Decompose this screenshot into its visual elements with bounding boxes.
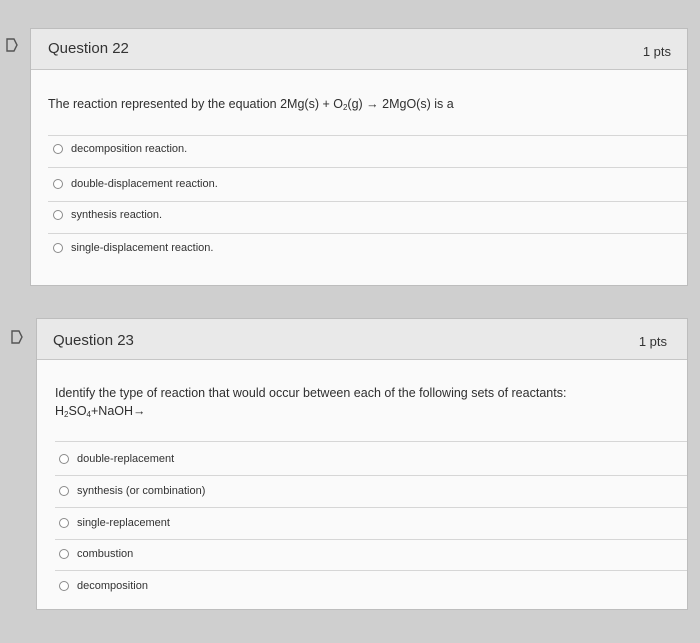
question-22-card (30, 28, 688, 286)
answer-option[interactable] (53, 242, 213, 254)
divider (55, 475, 687, 476)
question-23-header (37, 319, 687, 360)
option-label: synthesis (or combination) (77, 485, 206, 497)
divider (48, 167, 687, 168)
radio-button[interactable] (53, 243, 63, 253)
answer-option[interactable] (59, 580, 148, 592)
radio-button[interactable] (59, 549, 69, 559)
flag-question-22-icon[interactable] (5, 38, 19, 52)
divider (48, 135, 687, 136)
answer-option[interactable] (53, 209, 162, 221)
radio-button[interactable] (59, 518, 69, 528)
option-label: synthesis reaction. (71, 209, 163, 221)
divider (55, 539, 687, 540)
answer-option[interactable] (59, 453, 174, 465)
option-label: decomposition (77, 580, 148, 592)
divider (48, 233, 687, 234)
flag-question-23-icon[interactable] (10, 330, 24, 344)
question-22-header (31, 29, 687, 70)
question-title: Question 22 (48, 40, 129, 57)
answer-option[interactable] (59, 485, 205, 497)
option-label: single-displacement reaction. (71, 242, 214, 254)
answer-option[interactable] (53, 143, 187, 155)
question-points: 1 pts (642, 44, 671, 59)
reactant-equation: $H_2SO_4+NaOH\to$ (55, 404, 146, 419)
question-prompt: Identify the type of reaction that would occur between each of the following sets of reactants: $H_2SO_4+NaOH\to$ (55, 384, 566, 424)
answer-option[interactable] (59, 548, 133, 560)
radio-button[interactable] (59, 581, 69, 591)
radio-button[interactable] (53, 179, 63, 189)
option-label: single-replacement (77, 517, 170, 529)
radio-button[interactable] (53, 210, 63, 220)
divider (55, 570, 687, 571)
question-prompt: The reaction represented by the equation $2Mg(s) + O_2(g) \to 2MgO(s)$ is a (48, 97, 454, 112)
divider (55, 507, 687, 508)
radio-button[interactable] (59, 454, 69, 464)
answer-option[interactable] (59, 517, 170, 529)
radio-button[interactable] (59, 486, 69, 496)
option-label: double-replacement (77, 453, 175, 465)
option-label: decomposition reaction. (71, 143, 188, 155)
divider (55, 441, 687, 442)
question-title: Question 23 (53, 332, 134, 349)
option-label: double-displacement reaction. (71, 178, 218, 190)
divider (48, 201, 687, 202)
question-points: 1 pts (638, 334, 667, 349)
question-23-card (36, 318, 688, 610)
radio-button[interactable] (53, 144, 63, 154)
answer-option[interactable] (53, 178, 218, 190)
option-label: combustion (77, 548, 134, 560)
